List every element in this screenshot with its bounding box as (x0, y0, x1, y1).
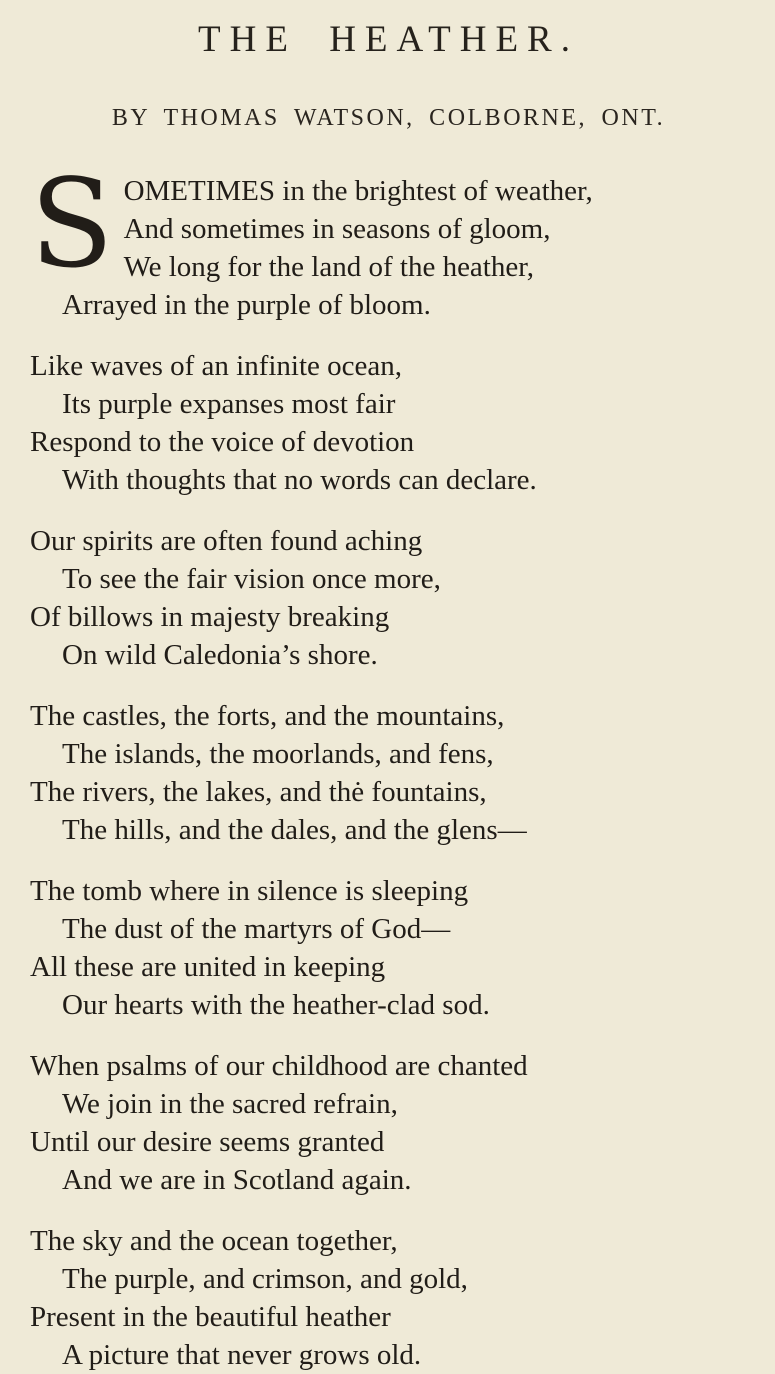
stanza (30, 153, 747, 324)
stanza (30, 522, 747, 674)
poem-line: The purple, and crimson, and gold, (62, 1263, 468, 1295)
poem-line: Of billows in majesty breaking (30, 601, 390, 633)
poem-byline: BY THOMAS WATSON, COLBORNE, ONT. (111, 105, 666, 131)
stanza (30, 347, 747, 499)
poem-line: And we are in Scotland again. (62, 1164, 412, 1196)
poem-line: The hills, and the dales, and the glens— (62, 814, 527, 846)
poem-body (30, 153, 747, 1374)
poem-line: Respond to the voice of devotion (30, 426, 415, 458)
poem-line: Its purple expanses most fair (62, 388, 396, 420)
stanza (30, 697, 747, 849)
poem-line: The islands, the moorlands, and fens, (62, 738, 494, 770)
poem-line: All these are united in keeping (30, 951, 386, 983)
poem-line: We long for the land of the heather, (123, 251, 534, 283)
poem-line: With thoughts that no words can declare. (62, 464, 537, 496)
stanza (30, 1222, 747, 1374)
poem-line: Our spirits are often found aching (30, 525, 423, 557)
poem-line: Our hearts with the heather-clad sod. (62, 989, 490, 1021)
poem-line: We join in the sacred refrain, (62, 1088, 398, 1120)
poem-line: The tomb where in silence is sleeping (30, 875, 469, 907)
poem-line: OMETIMES in the brightest of weather, (123, 175, 593, 207)
poem-line: The rivers, the lakes, and thė fountains, (30, 776, 487, 808)
poem-line: Until our desire seems granted (30, 1126, 385, 1158)
poem-title: THE HEATHER. (198, 19, 579, 60)
poem-line: To see the fair vision once more, (62, 563, 441, 595)
poem-line: Like waves of an infinite ocean, (30, 350, 403, 382)
poem-line: Arrayed in the purple of bloom. (62, 289, 431, 321)
poem-line: The sky and the ocean together, (30, 1225, 398, 1257)
poem-line: The dust of the martyrs of God— (62, 913, 451, 945)
poem-line: And sometimes in seasons of gloom, (123, 213, 551, 245)
poem-line: The castles, the forts, and the mountains, (30, 700, 505, 732)
stanza (30, 1047, 747, 1199)
poem-line: A picture that never grows old. (62, 1339, 422, 1371)
stanza (30, 872, 747, 1024)
poem-line: On wild Caledonia’s shore. (62, 639, 378, 671)
poem-line: When psalms of our childhood are chanted (30, 1050, 528, 1082)
poem-line: Present in the beautiful heather (30, 1301, 391, 1333)
drop-cap-letter: S (30, 153, 114, 295)
